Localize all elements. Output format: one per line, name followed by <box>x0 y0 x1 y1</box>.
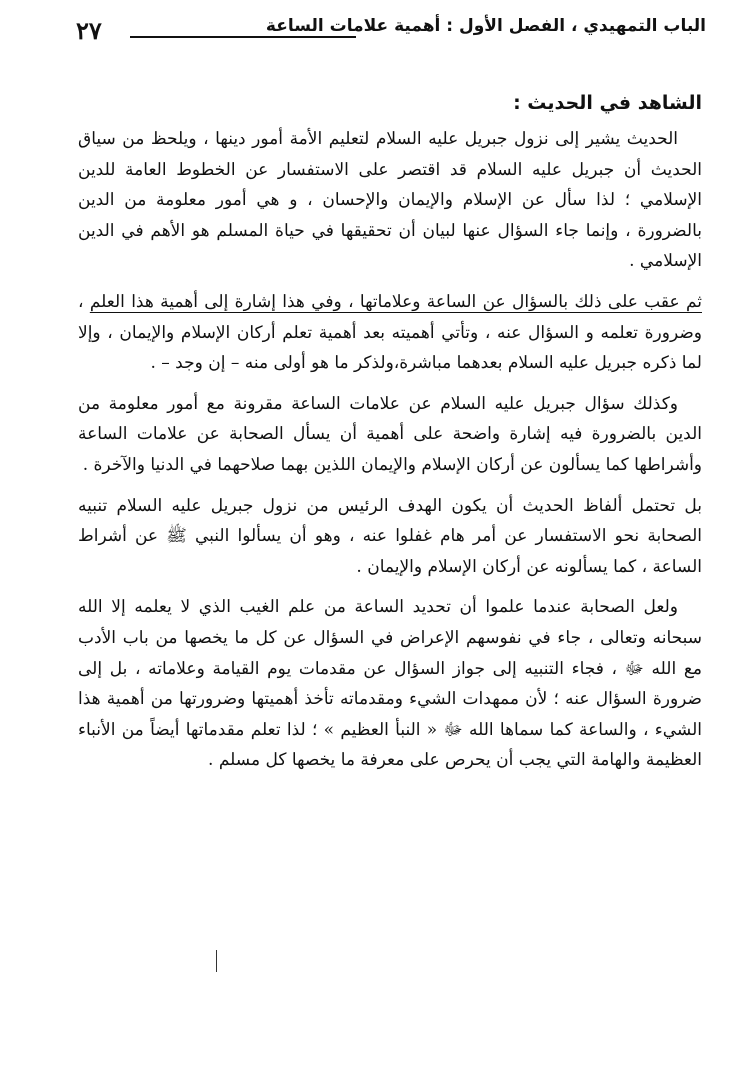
paragraph-text: بل تحتمل ألفاظ الحديث أن يكون الهدف الرئيس من نزول جبريل عليه السلام تنبيه الصحابة نحو الاستفسار عن أمر هام غفلوا عنه ، وهو أن يسألوا النبي ﷺ عن أشراط الساعة ، كما يسألونه عن أركان الإسلام والإيمان . <box>78 495 702 577</box>
page-number: ٢٧ <box>76 16 102 45</box>
section-heading: الشاهد في الحديث : <box>513 92 702 114</box>
text-cursor-mark <box>216 950 217 972</box>
paragraph <box>78 287 702 379</box>
underlined-passage: ثم عقب على ذلك بالسؤال عن الساعة وعلاماتها ، وفي هذا إشارة إلى أهمية هذا العلم <box>89 291 702 312</box>
paragraph <box>78 124 702 277</box>
paragraph-text: وكذلك سؤال جبريل عليه السلام عن علامات الساعة مقرونة مع أمور معلومة من الدين بالضرورة فيه إشارة واضحة على أهمية أن يسأل الصحابة عن علامات الساعة وأشراطها كما يسألون عن أركان الإسلام والإيمان اللذين بهما صلاحهما في الدنيا والآخرة . <box>78 393 702 475</box>
paragraph <box>78 389 702 481</box>
paragraph-text: ، وضرورة تعلمه و السؤال عنه ، وتأتي أهميته بعد أهمية تعلم أركان الإسلام والإيمان ، وإلا لما ذكره جبريل عليه السلام بعدهما مباشرة،ولذكر ما هو أولى منه – إن وجد – . <box>78 291 702 374</box>
header-rule <box>130 36 356 38</box>
body-text <box>78 86 702 786</box>
paragraph-text: الحديث يشير إلى نزول جبريل عليه السلام لتعليم الأمة أمور دينها ، ويلحظ من سياق الحديث أن جبريل عليه السلام قد اقتصر على الاستفسار عن الخطوط العامة للدين الإسلامي ؛ لذا سأل عن الإسلام والإيمان والإحسان ، و هي أمور معلومة من الدين بالضرورة ، وإنما جاء السؤال عنها لبيان أن تحقيقها في حياة المسلم هو الأهم في الدين الإسلامي . <box>78 129 702 272</box>
paragraph <box>78 592 702 776</box>
paragraph <box>78 491 702 583</box>
page-header <box>52 14 706 50</box>
running-head: الباب التمهيدي ، الفصل الأول : أهمية علامات الساعة <box>265 16 706 36</box>
paragraph-text: ولعل الصحابة عندما علموا أن تحديد الساعة من علم الغيب الذي لا يعلمه إلا الله سبحانه وتعالى ، جاء في نفوسهم الإعراض في السؤال عن كل ما يخصها من باب الأدب مع الله ﷻ ، فجاء التنبيه إلى جواز السؤال عن مقدمات يوم القيامة وعلاماته ، بل إلى ضرورة السؤال عنه ؛ لأن ممهدات الشيء ومقدماته تأخذ أهميتها وضرورتها من أهمية هذا الشيء ، والساعة كما سماها الله ﷻ « النبأ العظيم » ؛ لذا تعلم مقدماتها أيضاً من الأنباء العظيمة والهامة التي يجب أن يحرص على معرفة ما يخصها كل مسلم . <box>78 597 702 771</box>
